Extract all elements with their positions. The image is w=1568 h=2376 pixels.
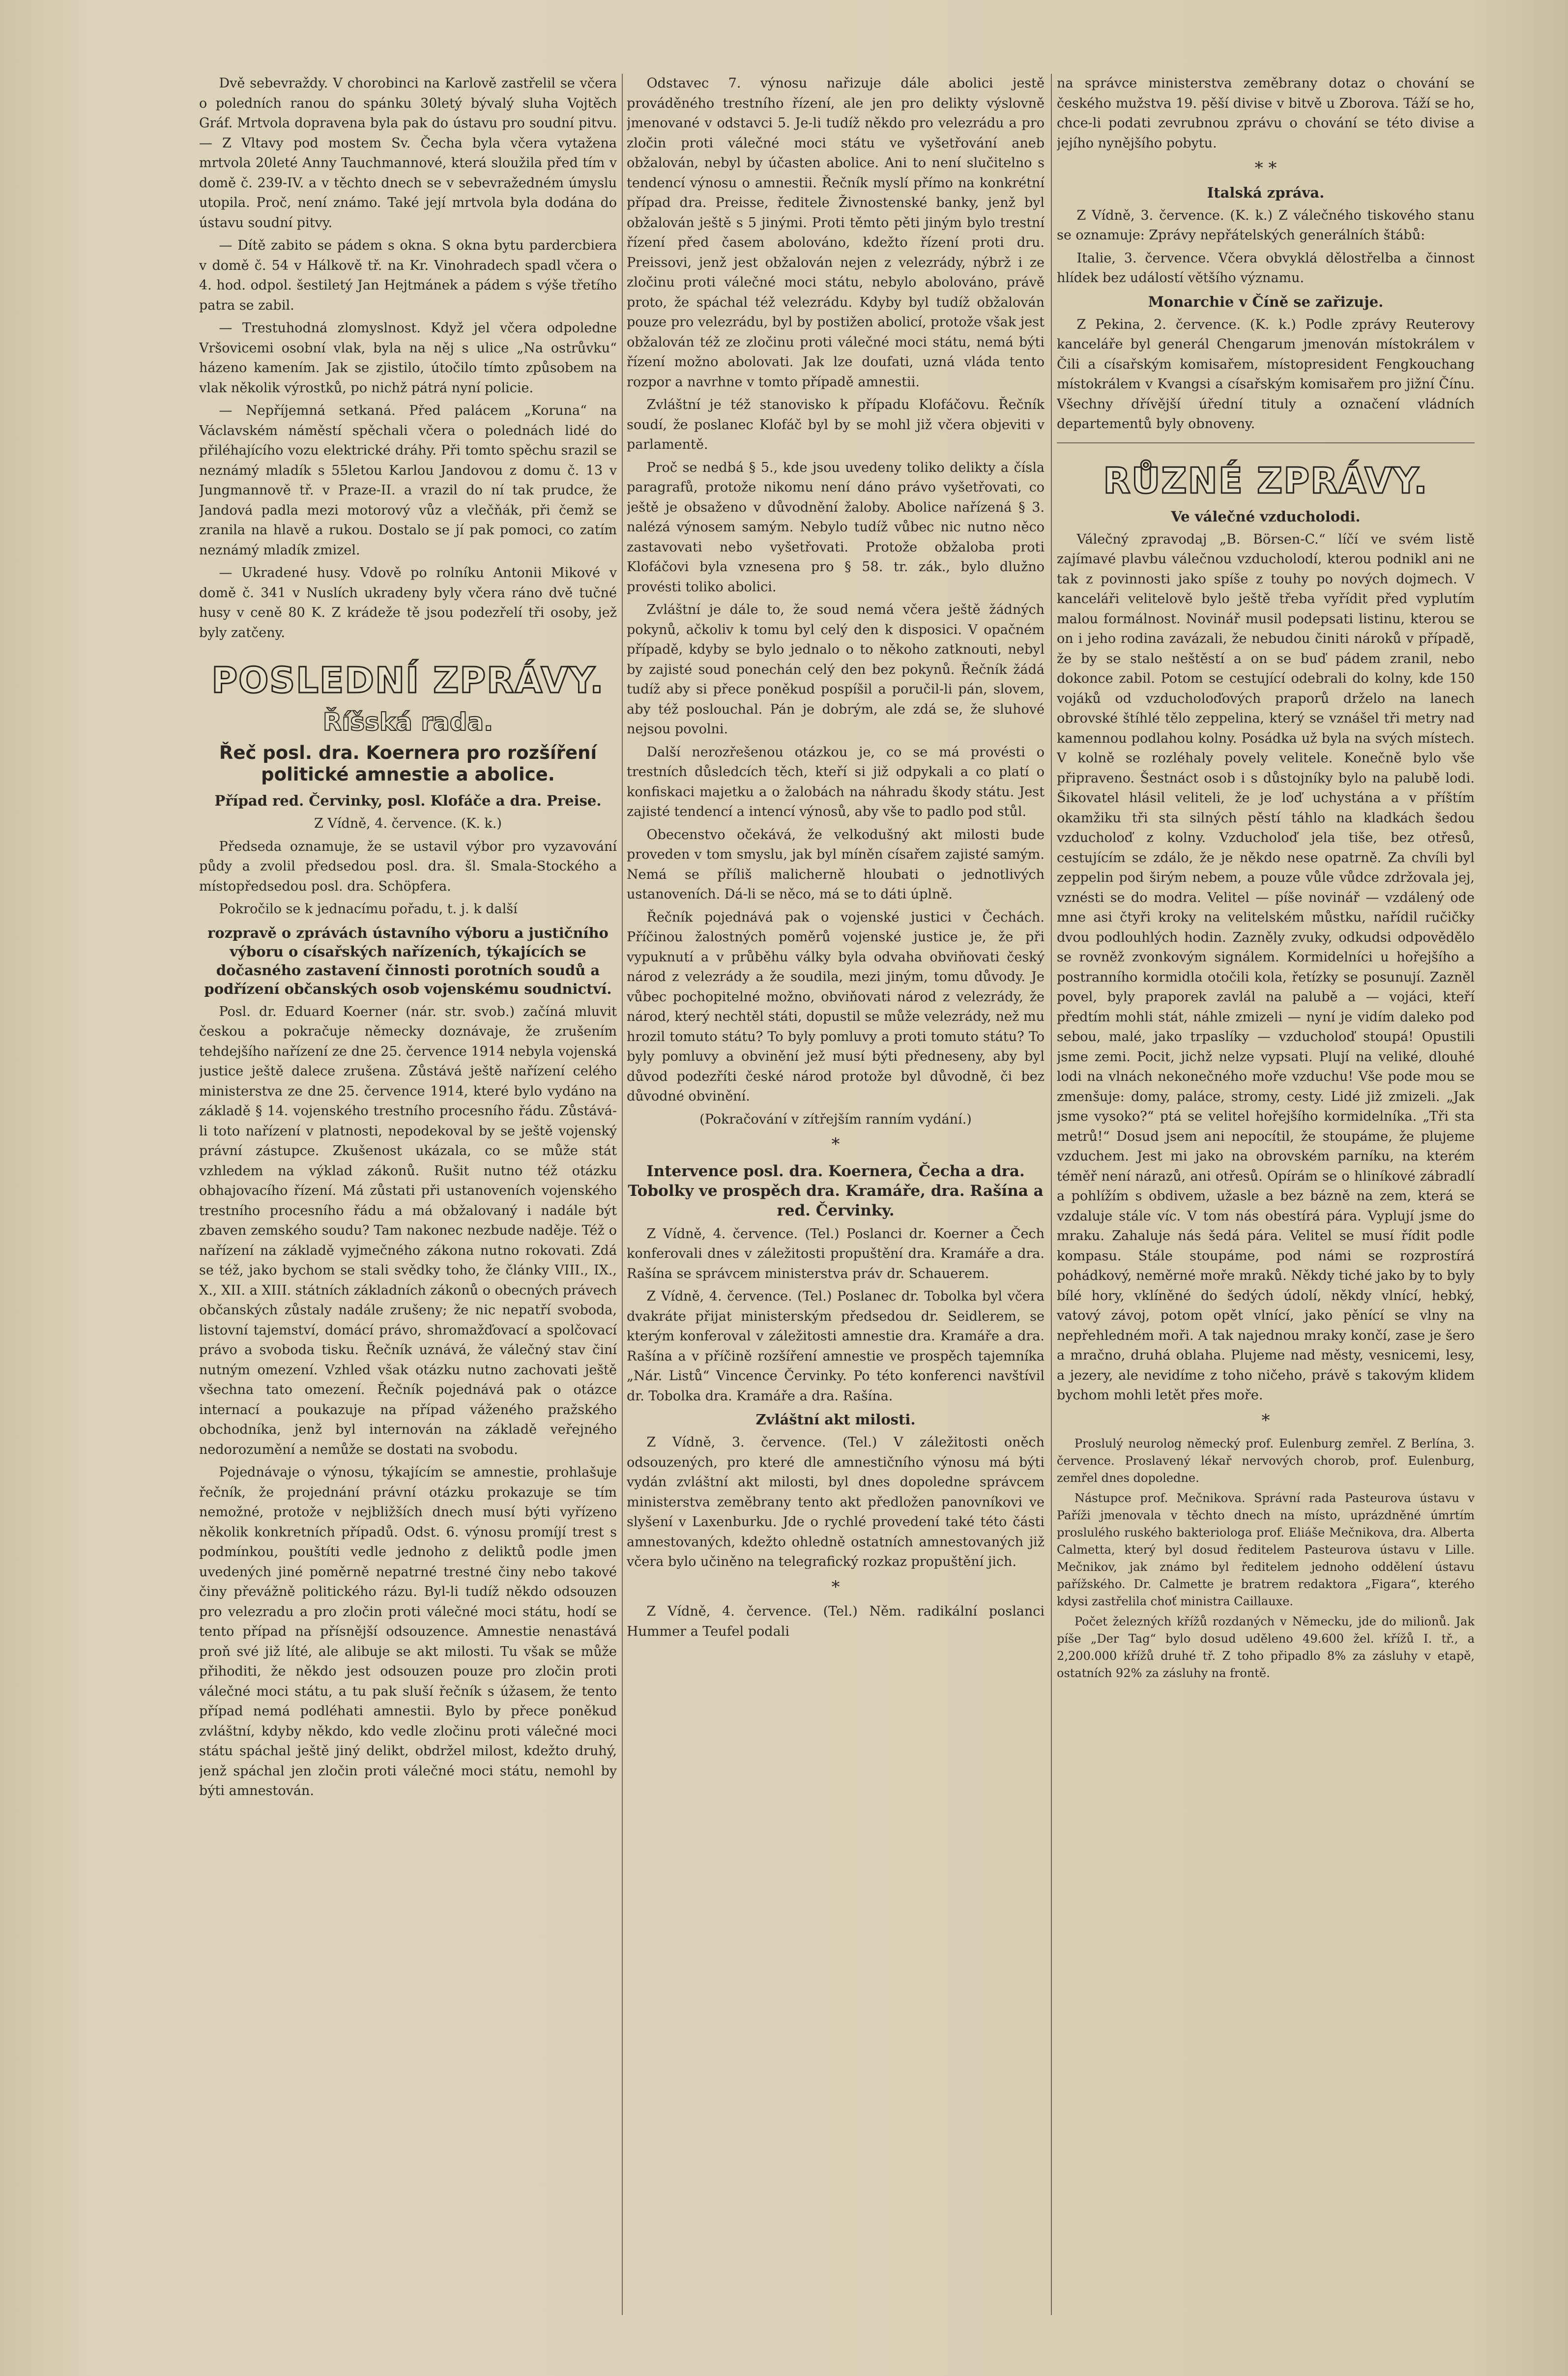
article-subheadline: rozpravě o zprávách ústavního výboru a justičního výboru o císařských nařízeních, týkajících se dočasného zastavení činnosti porotních soudů a podřízení občanských osob vojenskému soudnictví. [204, 924, 612, 997]
article-subheadline: Italská zpráva. [1207, 184, 1325, 201]
article-paragraph: Dvě sebevraždy. V chorobinci na Karlově zastřelil se včera o poledních ranou do spánku 30letý bývalý sluha Vojtěch Gráf. Mrtvola dopravena byla pak do ústavu pro soudní pitvu. — Z Vltavy pod mostem Sv. Čecha byla včera vytažena mrtvola 20leté Anny Tauchmannové, která sloužila před tím v domě č. 239-IV. a v těchto dnech se v sebevražedném úmyslu utopila. Proč, není známo. Také její mrtvola byla dodána do ústavu soudní pitvy. [199, 76, 617, 231]
article-paragraph: Z Vídně, 4. července. (Tel.) Poslanci dr. Koerner a Čech konferovali dnes v záležitosti propuštění dra. Kramáře a dra. Rašína se správcem ministerstva práv dr. Schauerem. [627, 1226, 1045, 1281]
article-paragraph: Obecenstvo očekává, že velkodušný akt milosti bude proveden v tom smyslu, jak byl míněn císařem zajisté samým. Nemá se příliš malicherně hloubati o jednotlivých ustanoveních. Dá-li se něco, má se to dáti úplně. [627, 827, 1045, 902]
article-subheadline: Ve válečné vzducholodi. [1171, 508, 1361, 525]
column-rule [1051, 74, 1052, 2315]
article-paragraph: Nástupce prof. Mečnikova. Správní rada Pasteurova ústavu v Paříži jmenovala v těchto dnech na místo, uprázdněné úmrtím proslulého ruského bakteriologa prof. Eliáše Mečnikova, dra. Alberta Calmetta, který byl dosud ředitelem Pasteurova ústavu v Lille. Mečnikov, jak známo byl ředitelem jednoho oddělení ústavu pařížského. Dr. Calmette je bratrem redaktora „Figara“, kterého kdysi zastřelila choť ministra Caillauxe. [1057, 1491, 1475, 1608]
section-banner-posledni-zpravy: POSLEDNÍ ZPRÁVY. [211, 660, 605, 701]
separator-asterisk: * [831, 1134, 840, 1154]
separator-asterisk: * [831, 1577, 840, 1597]
article-paragraph: Počet železných křížů rozdaných v Německu, jde do milionů. Jak píše „Der Tag“ bylo dosud uděleno 49.600 žel. křížů I. tř., a 2,200.000 křížů druhé tř. Z toho připadlo 8% za zásluhy v etapě, ostatních 92% za zásluhy na frontě. [1057, 1615, 1475, 1680]
article-subheadline: Případ red. Červinky, posl. Klofáče a dra. Preise. [214, 792, 602, 809]
article-paragraph: Posl. dr. Eduard Koerner (nár. str. svob.) začíná mluvit českou a pokračuje německy doznávaje, že zrušením tehdejšího nařízení ze dne 25. července 1914 nebyla vojenská justice ještě dalece zrušena. Zůstává ještě nařízení celého ministerstva ze dne 25. července 1914, které bylo vydáno na základě § 14. vojenského trestního procesního řádu. Zůstává-li toto nařízení v platnosti, nepodekoval by se ještě vojenský právní zástupce. Zkušenost ukázala, co se může stát vzhledem na výklad zákonů. Rušit nutno též otázku obhajovacího řízení. Má zůstati při ustanoveních vojenského trestního procesního řádu a má obžalovaný i nadále být zbaven zemského soudu? Tam nakonec nezbude naděje. Též o nařízení na základě vyjmečného zákona nutno rokovati. Zdá se též, jako bychom se stali svědky toho, že články VIII., IX., X., XII. a XIII. státních základních zákonů o obecných právech občanských zůstaly nadále zrušeny; že nic nepatří svoboda, listovní tajemství, domácí právo, shromažďovací a spolčovací právo a svoboda tisku. Řečník uznává, že válečný stav činí nutným omezení. Vzhled však otázku nutno zachovati ještě všechna tato omezení. Řečník pojednává pak o otázce internací a poukazuje na případ váženého pražského obchodníka, jenž byl internován na základě veřejného nedorozumění a nemůže se dostati na svobodu. [199, 1004, 617, 1457]
article-subheadline: Zvláštní akt milosti. [755, 1411, 916, 1428]
column-1 [199, 74, 617, 2335]
article-paragraph: na správce ministerstva zeměbrany dotaz o chování se českého mužstva 19. pěší divise v bitvě u Zborova. Táží se ho, chce-li podati zevrubnou zprávu o chování se této divise a jejího nynějšího pobytu. [1057, 76, 1475, 151]
continuation-note: (Pokračování v zítřejším ranním vydání.) [699, 1111, 972, 1127]
article-paragraph: Zvláštní je též stanovisko k případu Klofáčovu. Řečník soudí, že poslanec Klofáč byl by se mohl již včera objeviti v parlamentě. [627, 397, 1045, 452]
separator-asterisk: * [1261, 1410, 1270, 1430]
article-paragraph: Zvláštní je dále to, že soud nemá včera ještě žádných pokynů, ačkoliv k tomu byl celý den k disposici. V opačném případě, kdyby se bylo jednalo o to někoho zatknouti, nebyl by zajisté soud ponechán celý den bez pokynů. Řečník žádá tudíž aby si přece poněkud pospíšil a poručil-li pán, slovem, aby též poslouchal. Pán je dobrým, ale zdá se, že sluhové nejsou povolni. [627, 602, 1045, 737]
article-paragraph: Z Vídně, 4. července. (Tel.) Něm. radikální poslanci Hummer a Teufel podali [627, 1604, 1045, 1639]
article-paragraph: Z Vídně, 4. července. (Tel.) Poslanec dr. Tobolka byl včera dvakráte přijat ministerským předsedou dr. Seidlerem, se kterým konferoval v záležitosti amnestie dra. Kramáře a dra. Rašína a v příčině rozšíření amnestie ve prospěch tajemníka „Nár. Listů“ Vincence Červinky. Po této konferenci navštívil dr. Tobolka dra. Kramáře a dra. Rašína. [627, 1289, 1045, 1404]
dateline: Z Vídně, 4. července. (K. k.) [314, 816, 502, 831]
article-paragraph: Z Pekina, 2. července. (K. k.) Podle zprávy Reuterovy kanceláře byl generál Chengarum jmenován místokrálem v Čili a císařským komisařem, místopresident Fengkouchang místokrálem v Kvangsi a císařským komisařem pro jižní Čínu. Všechny dřívější úřední tituly a označení vládních departementů byly obnoveny. [1057, 317, 1475, 432]
separator-asterisk: * * [1254, 158, 1277, 178]
article-paragraph: Z Vídně, 3. července. (K. k.) Z válečného tiskového stanu se oznamuje: Zprávy nepřátelských generálních štábů: [1057, 207, 1475, 243]
article-paragraph: Odstavec 7. výnosu nařizuje dále abolici jestě prováděného trestního řízení, ale jen pro delikty výslovně jmenované v odstavci 5. Je-li tudíž někdo pro velezrádu a pro zločin proti válečné moci státu ve vyšetřování aneb obžalován, nebyl by účasten abolice. Ani to není slučitelno s tendencí výnosu o amnestii. Řečník myslí přímo na konkrétní případ dra. Preisse, ředitele Živnostenské banky, jenž byl obžalován ještě s 5 jinými. Proti těmto pěti jiným bylo trestní řízení před časem abolováno, kdežto řízení proti dru. Preissovi, jenž jest obžalován nejen z velezrády, nýbrž i ze zločinu proti válečné moci státu, nebylo abolováno, právě proto, že spáchal též velezrádu. Kdyby byl tudíž obžalován pouze pro velezrádu, byl by postižen abolicí, protože však jest obžalován též ze zločinu proti válečné moci státu, nemá býti řízení možno abolovati. Jak lze doufati, uzná vláda tento rozpor a navrhne v tomto případě amnestii. [627, 76, 1045, 390]
article-headline: Řeč posl. dra. Koernera pro rozšíření politické amnestie a abolice. [219, 742, 597, 785]
article-paragraph: Z Vídně, 3. července. (Tel.) V záležitosti oněch odsouzených, pro které dle amnestičního výnosu má býti vydán zvláštní akt milosti, byl dnes dopoledne správcem ministerstva zeměbrany tento akt předložen panovníkovi ve slyšení v Laxenburku. Jde o rychlé provedení také této části amnestovaných, kdežto ohledně ostatních amnestovaných již včera bylo učiněno na telegrafický rozkaz propuštění jich. [627, 1435, 1045, 1569]
article-paragraph: Předseda oznamuje, že se ustavil výbor pro vyzavování půdy a zvolil předsedou posl. dra. šl. Smala-Stockého a místopředsedou posl. dra. Schöpfera. [199, 839, 617, 894]
column-2 [627, 74, 1045, 2335]
article-paragraph: — Trestuhodná zlomyslnost. Když jel včera odpoledne Vršovicemi osobní vlak, byla na něj s ulice „Na ostrůvku“ házeno kamením. Jak se zjistilo, útočilo tímto způsobem na vlak několik výrostků, po nichž pátrá nyní policie. [199, 320, 617, 396]
article-subheadline: Monarchie v Číně se zařizuje. [1148, 293, 1384, 310]
article-paragraph: Proslulý neurolog německý prof. Eulenburg zemřel. Z Berlína, 3. července. Proslavený lékař nervových chorob, prof. Eulenburg, zemřel dnes dopoledne. [1057, 1437, 1475, 1485]
article-paragraph: Pojednávaje o výnosu, týkajícím se amnestie, prohlašuje řečník, že projednání právní otázku prokazuje se tím nemožné, protože v nejbližších dnech musí býti vyřízeno několik konkretních případů. Odst. 6. výnosu promíjí trest s podmínkou, pouštíti vedle jednoho z deliktů podle jmen uvedených jiné poměrně nepatrné trestné činy nebo takové činy převážně politického rázu. Byl-li tudíž někdo odsouzen pro velezradu a pro zločin proti válečné moci státu, hodí se tento případ na přísnější odsouzence. Amnestie nenastává proň své již líté, ale alibuje se akt milosti. Tu však se může přihoditi, že někdo jest odsouzen pouze pro zločin proti válečné moci státu, a tu pak sluší řečník s úžasem, že tento případ nemá podléhati amnestii. Bylo by přece poněkud zvláštní, kdyby někdo, kdo vedle zločinu proti válečné moci státu spáchal ještě jiný delikt, obdržel milost, kdežto druhý, jenž spáchal jen zločin proti válečné moci státu, nemohl by býti amnestován. [199, 1465, 617, 1798]
column-3 [1057, 74, 1475, 2335]
article-headline: Intervence posl. dra. Koernera, Čecha a dra. Tobolky ve prospěch dra. Kramáře, dra. Rašína a red. Červinky. [628, 1162, 1044, 1219]
article-paragraph: Pokročilo se k jednacímu pořadu, t. j. k další [219, 901, 518, 917]
article-paragraph: Proč se nedbá § 5., kde jsou uvedeny toliko delikty a čísla paragrafů, protože nikomu není dáno právo vyšetřovati, co ještě je obsaženo v důvodnění žaloby. Abolice nařízená § 3. nalézá výnosem samým. Nebylo tudíž vůbec nic nutno něco zastavovati nebo vyšetřovati. Protože obžaloba proti Klofáčovi byla vznesena pro § 58. tr. zák., bylo dlužno provésti toliko abolici. [627, 460, 1045, 595]
section-subbanner: Říšská rada. [322, 708, 494, 736]
section-banner-ruzne-zpravy: RŮZNÉ ZPRÁVY. [1103, 460, 1428, 501]
article-paragraph: Italie, 3. července. Včera obvyklá dělostřelba a činnost hlídek bez událostí většího významu. [1057, 250, 1475, 286]
article-paragraph: Další nerozřešenou otázkou je, co se má provésti o trestních důsledcích těch, kteří si již odpykali a co platí o konfiskaci majetku a o žalobách na náhradu škody státu. Jest zajisté tendencí a intencí výnosů, aby vše to padlo pod stůl. [627, 744, 1045, 819]
article-paragraph: — Ukradené husy. Vdově po rolníku Antonii Mikové v domě č. 341 v Nuslích ukradeny byly včera ráno dvě tučné husy v ceně 80 K. Z krádeže tě jsou podezřelí tři osoby, jež byly zatčeny. [199, 565, 617, 640]
article-paragraph: — Dítě zabito se pádem s okna. S okna bytu pardercbiera v domě č. 54 v Hálkově tř. na Kr. Vinohradech spadl včera o 4. hod. odpol. šestiletý Jan Hejtmánek a pádem s výše třetího patra se zabil. [199, 238, 617, 313]
article-paragraph: — Nepříjemná setkaná. Před palácem „Koruna“ na Václavském náměstí spěchali včera o polednách lidé do přiléhajícího vozu elektrické dráhy. Při tomto spěchu srazil se neznámý mladík s 55letou Karlou Jandovou z domu č. 13 v Jungmannově tř. v Praze-II. a vrazil do ní tak prudce, že Jandová padla mezi motorový vůz a vlečňák, při čemž se zranila na hlavě a rukou. Dostalo se jí pak pomoci, co zatím neznámý mladík zmizel. [199, 403, 617, 558]
article-paragraph: Válečný zpravodaj „B. Börsen-C.“ líčí ve svém listě zajímavé plavbu válečnou vzducholodí, kterou podnikl ani ne tak z povinnosti jako spíše z touhy po nových dojmech. V kanceláři velitelově bylo ještě třeba vyřídit před vyplutím malou formálnost. Novinář musil podepsati listinu, kterou se on i jeho rodina zavázali, že nebudou činiti nároků v případě, že by se stalo neštěstí a on se buď pádem zranil, nebo dokonce zabil. Potom se cestující odebrali do kolny, kde 150 vojáků od vzducholoďových praporů drželo na lanech obrovské štíhlé tělo zeppelina, který se vznášel tři metry nad kamennou podlahou kolny. Posádka už byla na svých místech. V kolně se rozléhaly povely velitele. Konečně bylo vše připraveno. Šestnáct osob i s důstojníky bylo na palubě lodi. Šikovatel hlásil veliteli, že je loď uchystána a v příštím okamžiku tři sta silných pěstí táhlo na kladkách šedou vzducholoď z kolny. Vzducholoď jela tiše, bez otřesů, cestujícím se zdálo, že je někdo nese opatrně. Za chvíli byl zeppelin pod širým nebem, a pouze vůle vůdce zdržovala jej, vznésti se do modra. Velitel — píše novinář — vzdálený ode mne asi čtyři kroky na velitelském můstku, nařídil ručičky dvou podlouhlých hodin. Zazněly zvuky, odkudsi odpovědělo se rovněž zvonkovým signálem. Kormidelníci u hořejšího a postranního kormidla otočili kola, řetízky se posunují. Zazněl povel, byly praporek zavlál na palubě a — vojáci, kteří předtím mohli stát, náhle zmizeli — nyní je vidím daleko pod sebou, malé, jako trpaslíky — vzducholoď stoupá! Opustili jsme zemi. Pocit, jichž nelze vypsati. Plují na veliké, dlouhé lodi na vlnách nekonečného moře vzduchu! Vše pode mou se zmenšuje: domy, paláce, stromy, cesty. Lidé již zmizeli. „Jak jsme vysoko?“ ptá se velitel hořejšího kormidelníka. „Tři sta metrů!“ Dosud jsem ani nepocítil, že stoupáme, že plujeme vzduchem. Jest mi jako na obrovském parníku, na kterém téměř není nárazů, ani otřesů. Opírám se o hliníkové zábradlí a pohlížím s obdivem, užasle a bez bázně na zem, která se vzdaluje stále víc. V tom nás obestírá pára. Vyplují jsme do mraku. Zahaluje nás šedá pára. Velitel se musí řídit podle kompasu. Stále stoupáme, pod námi se rozprostírá pohádkový, neměrné moře mraků. Někdy tiché jako by to byly bílé hory, vklíněné do šedých údolí, někdy vlnící, hebký, vatový závoj, potom opět vlnící, jako pěnící se vlny na nepřehledném moři. A tak najednou mraky končí, zase je šero a mračno, druhá oblaha. Plujeme nad městy, vesnicemi, lesy, a jezery, ale nevidíme z toho ničeho, právě s takovým klidem bychom mohli letět přes moře. [1057, 531, 1475, 1403]
article-paragraph: Řečník pojednává pak o vojenské justici v Čechách. Příčinou žalostných poměrů vojenské justice je, že při vypuknutí a v průběhu války byla odvaha obviňovati český národ z velezrády a že soudila, mezi jiným, tomu důvody. Je vůbec pochopitelné možno, obviňovati národ z velezrády, že národ, který nechtěl státi, dopustil se může velezrády, než mu hrozil tomuto státu? To byly pomluvy a proti tomuto státu? To byly pomluvy a obvinění jež musí býti předneseny, aby byl důvod podezříti české národ protože byl důvodně, či bez důvodné obvinění. [627, 909, 1045, 1104]
column-rule [622, 74, 623, 2315]
section-divider [1057, 442, 1475, 443]
